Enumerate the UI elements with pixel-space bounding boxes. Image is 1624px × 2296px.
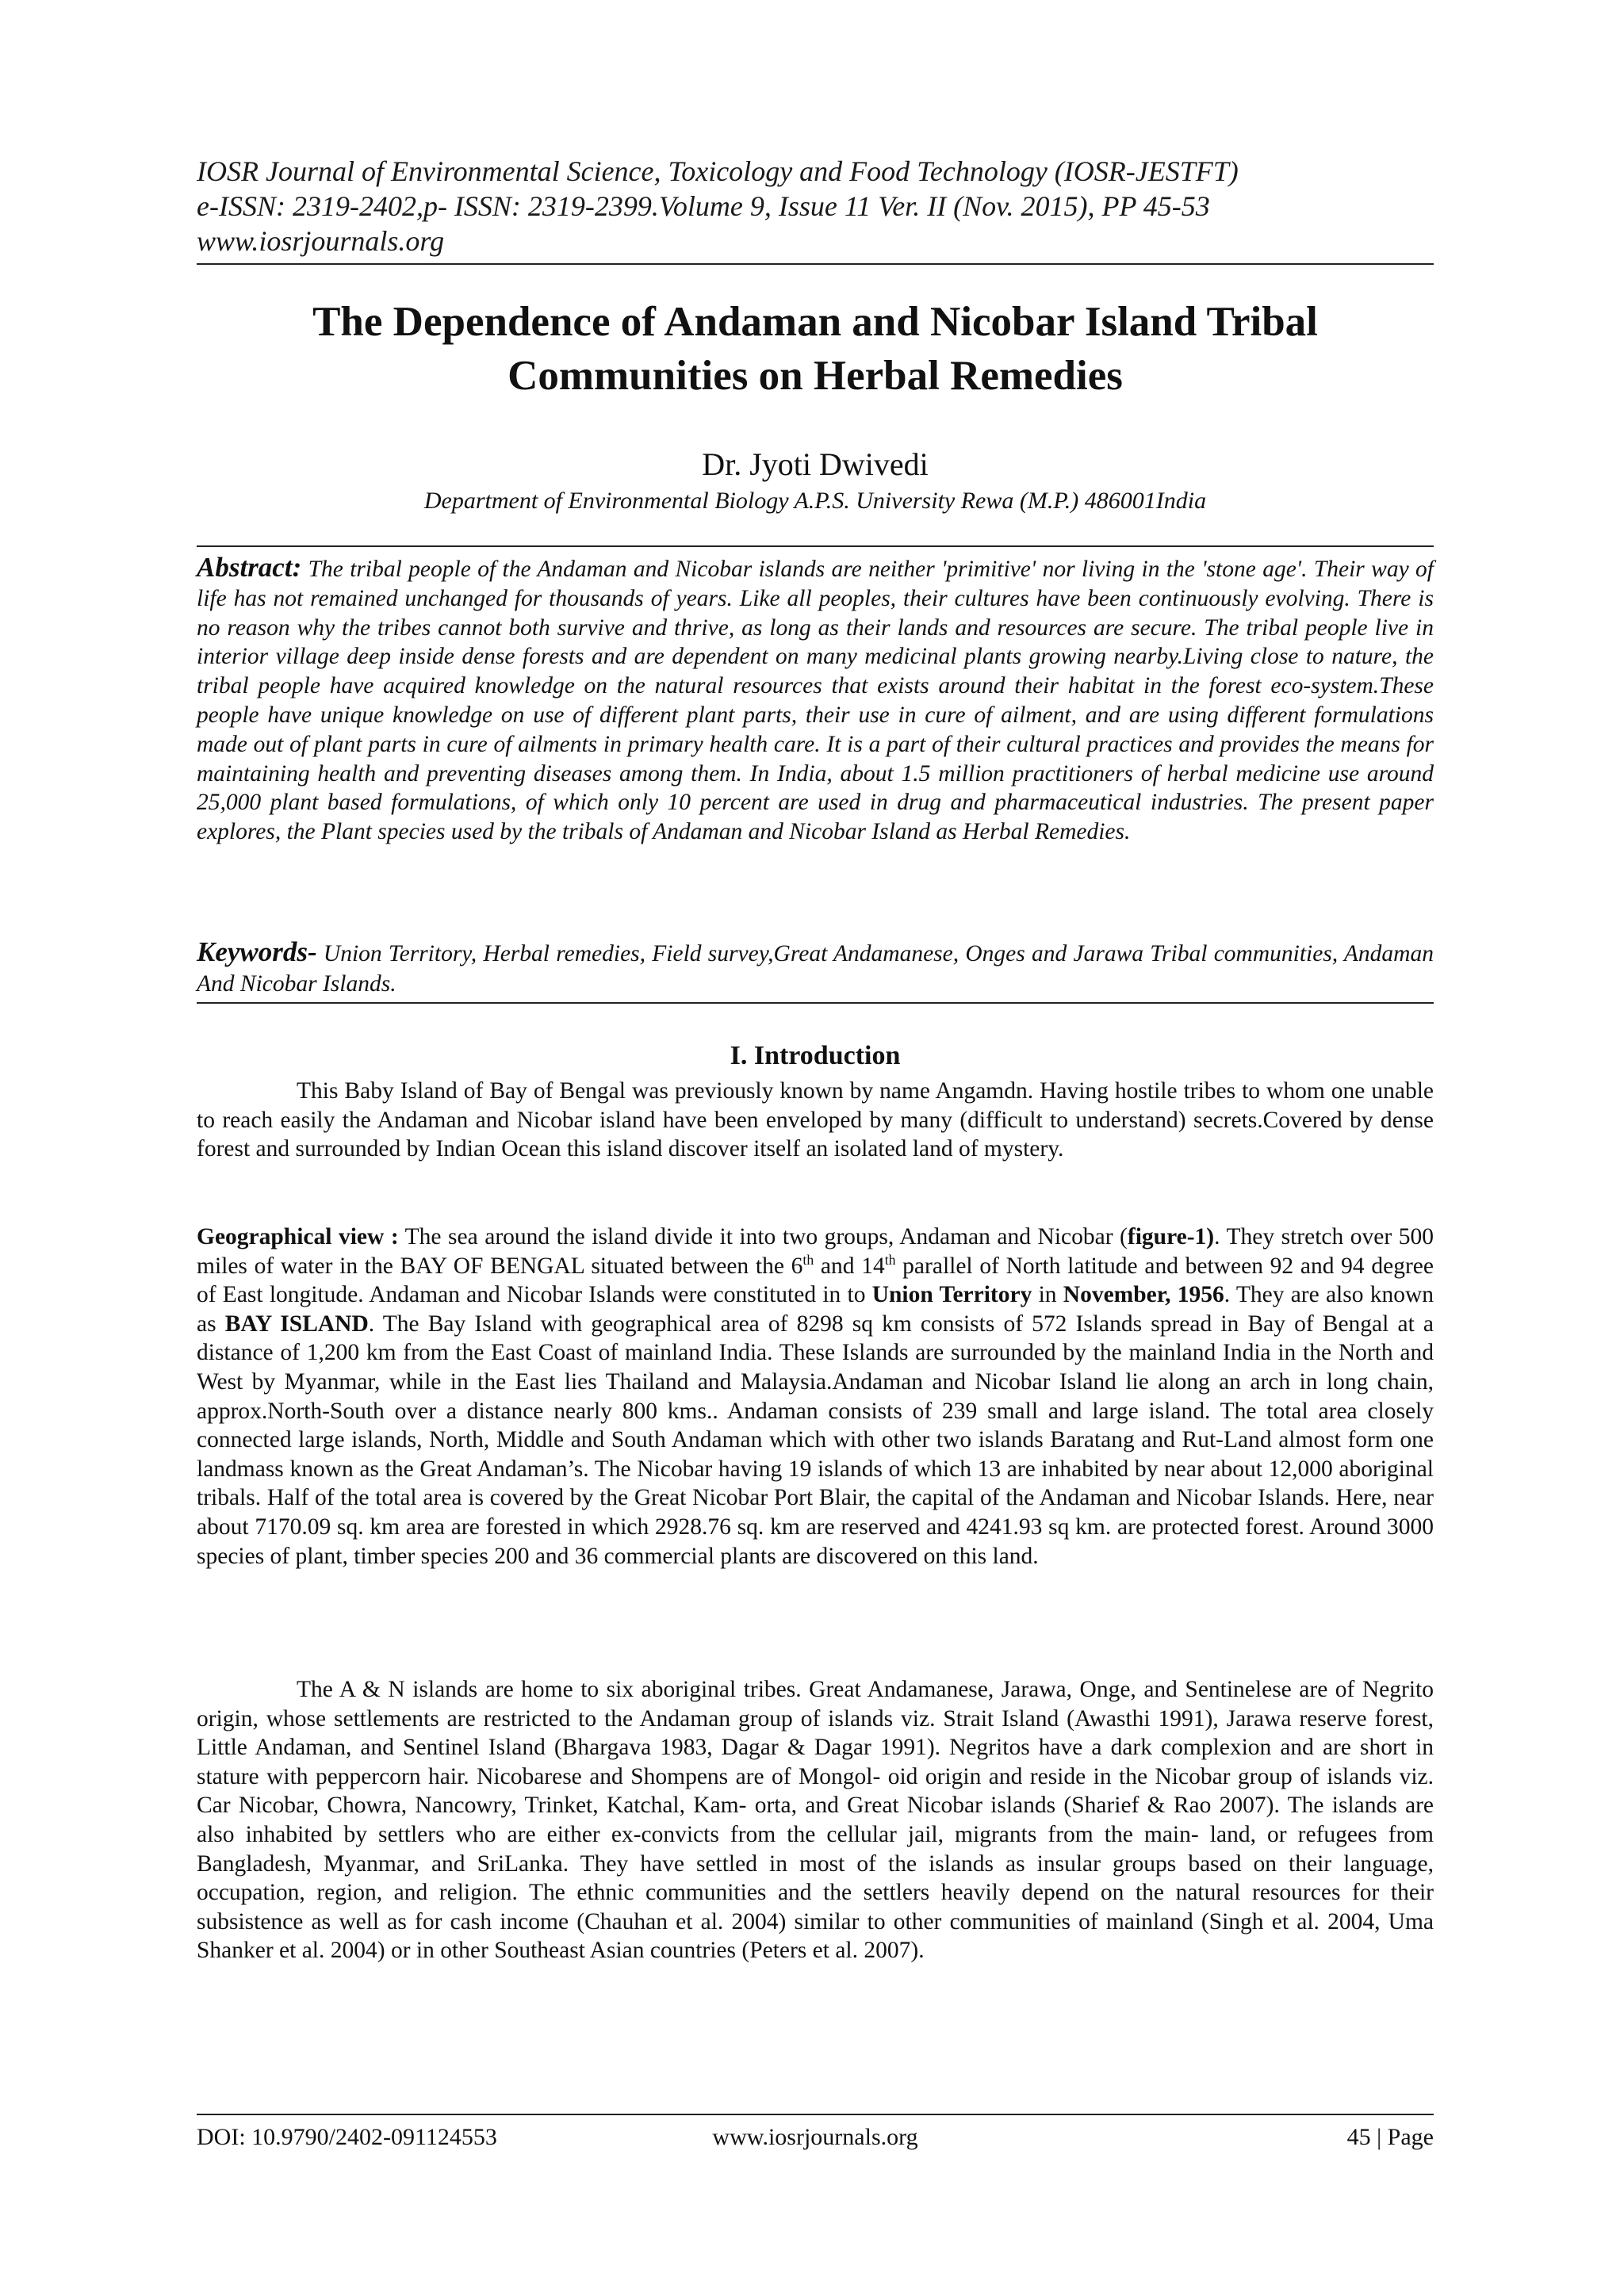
geo-text-2: . They stretch over 500 miles of water in the BAY OF BENGAL situated between the 6 [197,1224,1434,1279]
author-name: Dr. Jyoti Dwivedi [702,446,929,482]
abstract-top-rule [197,545,1434,547]
geo-label: Geographical view : [197,1224,399,1249]
geo-text-1: The sea around the island divide it into two groups, Andaman and Nicobar ( [398,1224,1128,1249]
geo-text-5: in [1032,1282,1063,1308]
footer-website: www.iosrjournals.org [712,2124,918,2150]
figure-reference: figure-1) [1127,1224,1215,1249]
geo-text-4: parallel of North latitude and between 92 and 94 degree of East longitude. Andaman and Nicobar Islands were constituted in to [197,1253,1434,1308]
abstract-bottom-rule [197,1002,1434,1004]
footer-doi: DOI: 10.9790/2402-091124553 [197,2124,497,2150]
geo-text-3: and 14 [814,1253,885,1279]
footer-rule [197,2114,1434,2115]
geo-superscript-2: th [884,1251,896,1268]
tribes-paragraph: The A & N islands are home to six aboriginal tribes. Great Andamanese, Jarawa, Onge, and Sentinelese are of Negrito origin, whose settlements are restricted to the Andaman group of islands viz. Strait Island (Awasthi 1991), Jarawa reserve forest, Little Andaman, and Sentinel Island (Bhargava 1983, Dagar & Dagar 1991). Negritos have a dark complexion and are short in stature with peppercorn hair. Nicobarese and Shompens are of Mongol- oid origin and reside in the Nicobar group of islands viz. Car Nicobar, Chowra, Nancowry, Trinket, Katchal, Kam- orta, and Great Nicobar islands (Sharief & Rao 2007). The islands are also inhabited by settlers who are either ex-convicts from the cellular jail, migrants from the main- land, or refugees from Bangladesh, Myanmar, and SriLanka. They have settled in most of the islands as insular groups based on their language, occupation, region, and religion. The ethnic communities and the settlers heavily depend on the natural resources for their subsistence as well as for cash income (Chauhan et al. 2004) similar to other communities of mainland (Singh et al. 2004, Uma Shanker et al. 2004) or in other Southeast Asian countries (Peters et al. 2007). [197,1677,1434,1964]
footer-page-number: 45 | Page [1346,2124,1434,2150]
author-affiliation: Department of Environmental Biology A.P.S. University Rewa (M.P.) 486001India [423,488,1207,514]
journal-issn: e-ISSN: 2319-2402,p- ISSN: 2319-2399.Volume 9, Issue 11 Ver. II (Nov. 2015), PP 45-53 [197,190,1210,222]
title-line-2: Communities on Herbal Remedies [508,353,1123,399]
geo-text-6: . They are also known as [197,1282,1434,1337]
abstract-label: Abstract: [197,552,302,583]
intro-paragraph: This Baby Island of Bay of Bengal was previously known by name Angamdn. Having hostile tribes to whom one unable to reach easily the Andaman and Nicobar island have been enveloped by many (difficult to understand) secrets.Covered by dense forest and surrounded by Indian Ocean this island discover itself an isolated land of mystery. [197,1078,1434,1161]
section-heading-introduction: I. Introduction [730,1041,901,1070]
journal-website: www.iosrjournals.org [197,225,445,257]
header-rule [197,263,1434,265]
journal-name: IOSR Journal of Environmental Science, Toxicology and Food Technology (IOSR-JESTFT) [197,155,1239,187]
geographical-view-paragraph [197,1223,1434,1571]
title-line-1: The Dependence of Andaman and Nicobar Island Tribal [312,299,1318,345]
geo-bay-island: BAY ISLAND [224,1311,369,1337]
geo-text-7: . The Bay Island with geographical area of 8298 sq km consists of 572 Islands spread in Bay of Bengal at a distance of 1,200 km from the East Coast of mainland India. These Islands are surrounded by the mainland India in the North and West by Myanmar, while in the East lies Thailand and Malaysia.Andaman and Nicobar Island lie along an arch in long chain, approx.North-South over a distance nearly 800 kms.. Andaman consists of 239 small and large island. The total area closely connected large islands, North, Middle and South Andaman which with other two islands Baratang and Rut-Land almost form one landmass known as the Great Andaman’s. The Nicobar having 19 islands of which 13 are inhabited by near about 12,000 aboriginal tribals. Half of the total area is covered by the Great Nicobar Port Blair, the capital of the Andaman and Nicobar Islands. Here, near about 7170.09 sq. km area are forested in which 2928.76 sq. km are reserved and 4241.93 sq km. are protected forest. Around 3000 species of plant, timber species 200 and 36 commercial plants are discovered on this land. [197,1311,1434,1569]
journal-header [197,154,1434,258]
geo-union-territory: Union Territory [871,1282,1032,1308]
keywords-label: Keywords- [197,936,317,967]
paper-title [197,295,1434,403]
geo-date: November, 1956 [1063,1282,1224,1308]
keywords [197,937,1434,999]
abstract-text: The tribal people of the Andaman and Nicobar islands are neither 'primitive' nor living in the 'stone age'. Their way of life has not remained unchanged for thousands of years. Like all peoples, their cultures have been continuously evolving. There is no reason why the tribes cannot both survive and thrive, as long as their lands and resources are secure. The tribal people live in interior village deep inside dense forests and are dependent on many medicinal plants growing nearby.Living close to nature, the tribal people have acquired knowledge on the natural resources that exists around their habitat in the forest eco-system.These people have unique knowledge on use of different plant parts, their use in cure of ailment, and are using different formulations made out of plant parts in cure of ailments in primary health care. It is a part of their cultural practices and provides the means for maintaining health and preventing diseases among them. In India, about 1.5 million practitioners of herbal medicine use around 25,000 plant based formulations, of which only 10 percent are used in drug and pharmaceutical industries. The present paper explores, the Plant species used by the tribals of Andaman and Nicobar Island as Herbal Remedies. [197,557,1434,845]
geo-superscript-1: th [802,1251,814,1268]
abstract [197,553,1434,847]
keywords-text: Union Territory, Herbal remedies, Field survey,Great Andamanese, Onges and Jarawa Tribal communities, Andaman And Nicobar Islands. [197,941,1434,997]
